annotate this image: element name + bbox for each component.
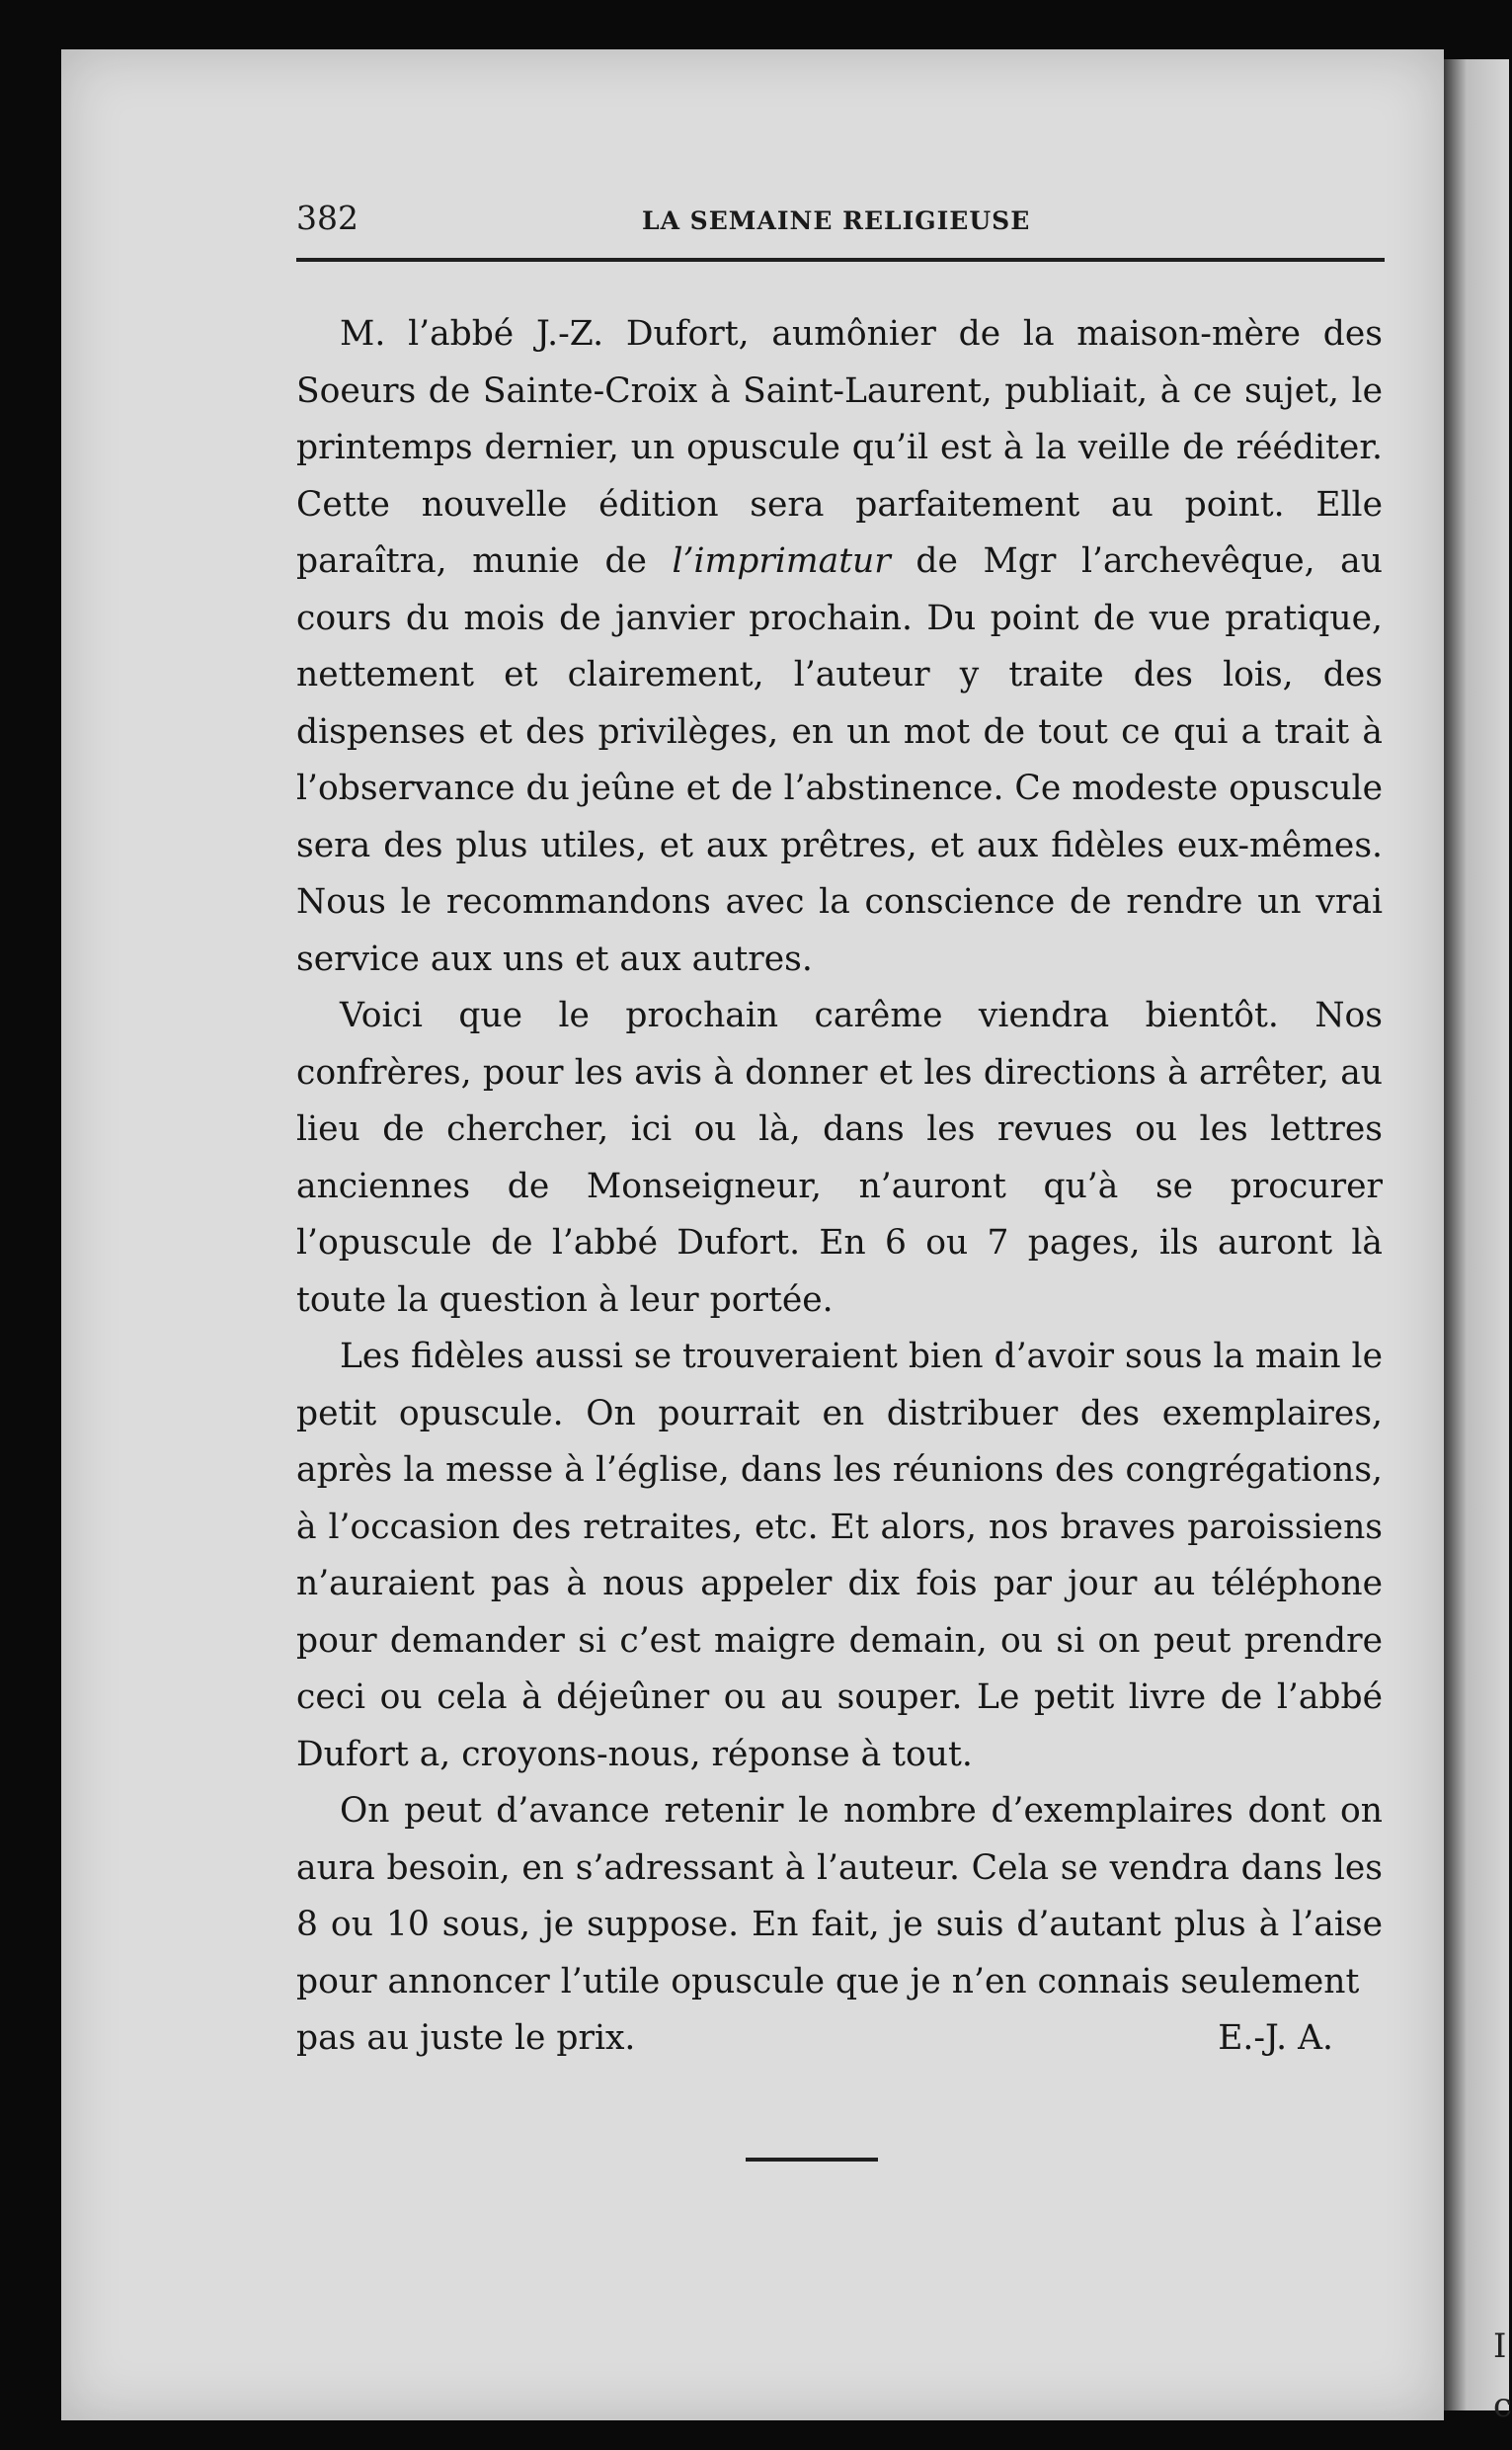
- italic-term: l’imprimatur: [672, 541, 891, 581]
- adjacent-page-mark: c: [1493, 2386, 1512, 2425]
- paragraph-text: M. l’abbé J.-Z. Dufort, aumônier de la maison-mère des Soeurs de Sainte-Croix à Saint-Laurent, publiait, à ce sujet, le printemps dernier, un opuscule qu’il est à la veille de rééditer. Cette nouvelle édition sera parfaitement au point. Elle paraîtra, munie de: [296, 314, 1383, 581]
- paragraph: On peut d’avance retenir le nombre d’exemplaires dont on aura besoin, en s’adressant à l’auteur. Cela se vendra dans les 8 ou 10 sous, je suppose. En fait, je suis d’autant plus à l’aise pour annoncer l’utile opuscule que je n’en connais seulement: [296, 1791, 1383, 2001]
- paragraph: Voici que le prochain carême viendra bientôt. Nos confrères, pour les avis à donner et les directions à arrêter, au lieu de chercher, ici ou là, dans les revues ou les lettres anciennes de Monseigneur, n’auront qu’à se procurer l’opuscule de l’abbé Dufort. En 6 ou 7 pages, ils auront là toute la question à leur portée.: [296, 996, 1383, 1320]
- closing-line: [296, 2010, 1383, 2068]
- adjacent-page-edge: [1444, 59, 1512, 2425]
- paragraph: [296, 306, 1383, 988]
- closing-text: pas au juste le prix.: [296, 2018, 636, 2058]
- page-header: [296, 193, 1383, 244]
- end-rule: [746, 2158, 878, 2162]
- article-body: [296, 306, 1383, 2068]
- header-rule: [296, 258, 1385, 262]
- page-number: 382: [296, 199, 358, 237]
- signature: E.-J. A.: [1218, 2018, 1333, 2058]
- adjacent-page-mark: I: [1493, 2327, 1507, 2366]
- paragraph: Les fidèles aussi se trouveraient bien d’avoir sous la main le petit opuscule. On pourrait en distribuer des exemplaires, après la messe à l’église, dans les réunions des congrégations, à l’occasion des retraites, etc. Et alors, nos braves paroissiens n’auraient pas à nous appeler dix fois par jour au téléphone pour demander si c’est maigre demain, ou si on peut prendre ceci ou cela à déjeûner ou au souper. Le petit livre de l’abbé Dufort a, croyons-nous, réponse à tout.: [296, 1337, 1383, 1774]
- paragraph-text: de Mgr l’archevêque, au cours du mois de janvier prochain. Du point de vue pratique, nettement et clairement, l’auteur y traite des lois, des dispenses et des privilèges, en un mot de tout ce qui a trait à l’observance du jeûne et de l’abstinence. Ce modeste opuscule sera des plus utiles, et aux prêtres, et aux fidèles eux-mêmes. Nous le recommandons avec la conscience de rendre un vrai service aux uns et aux autres.: [296, 541, 1383, 979]
- running-title: LA SEMAINE RELIGIEUSE: [642, 206, 1031, 235]
